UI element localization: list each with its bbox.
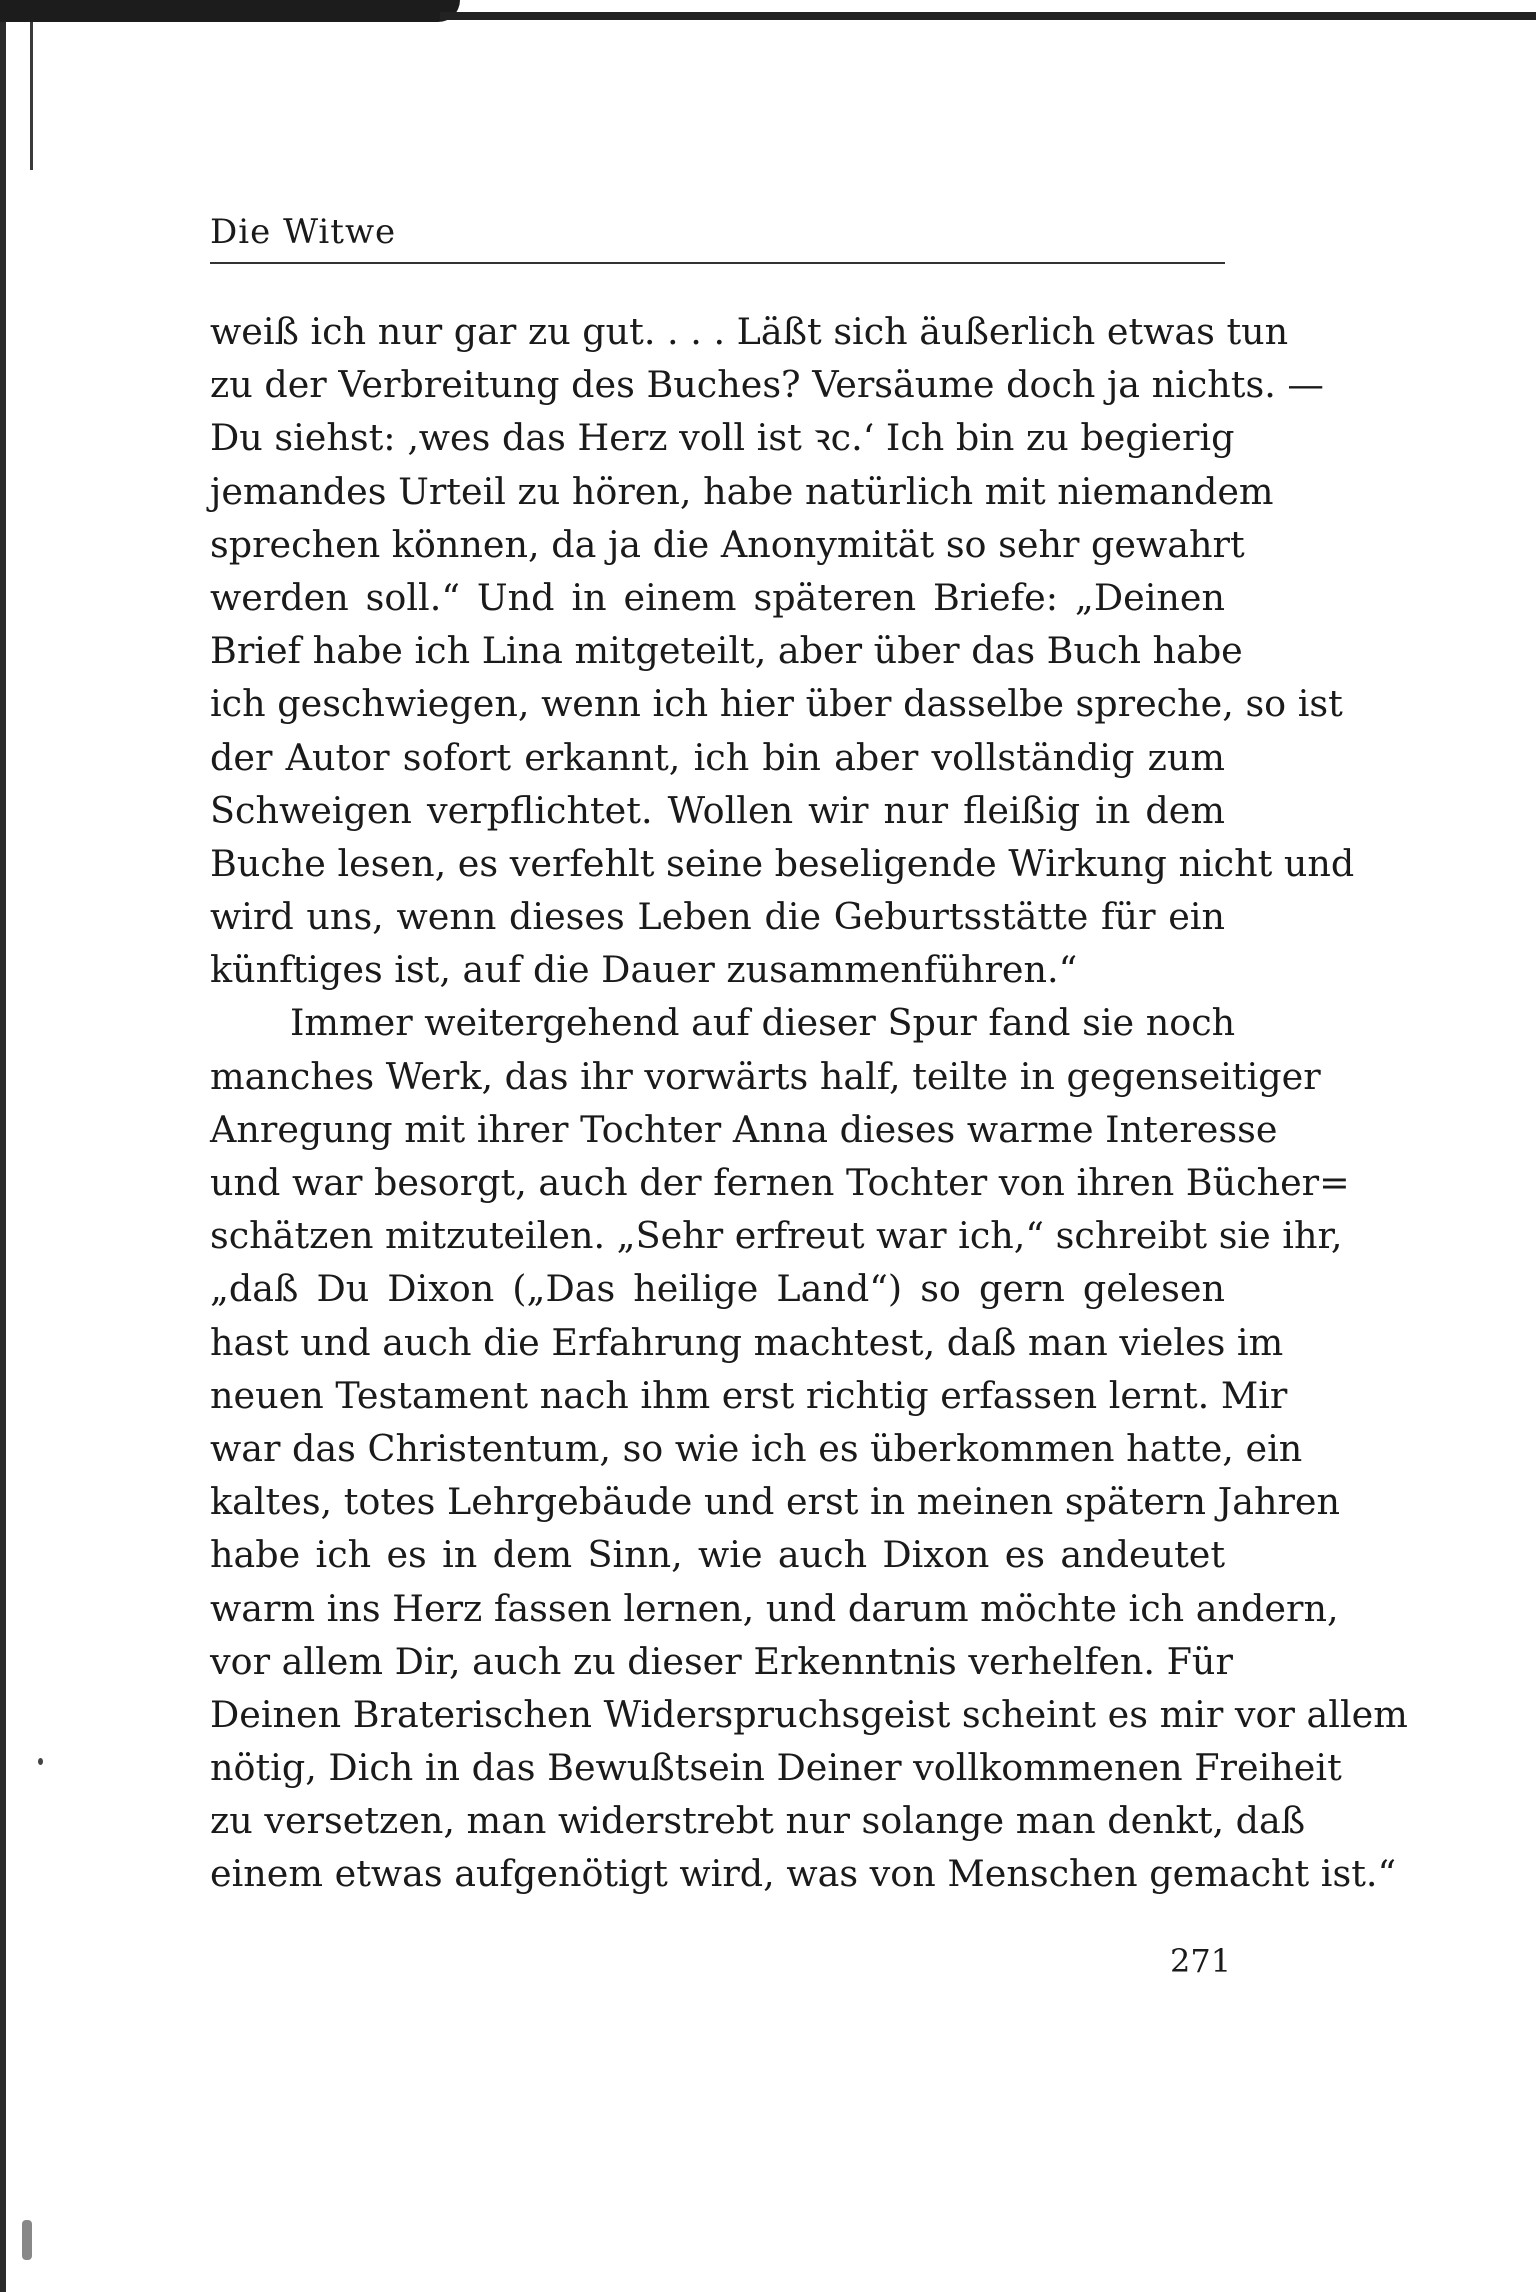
text-line: einem etwas aufgenötigt wird, was von Menschen gemacht ist.“: [210, 1852, 1397, 1896]
text-line: Schweigen verpflichtet. Wollen wir nur fleißig in dem: [210, 788, 1225, 832]
page-number: 271: [1170, 1942, 1232, 1980]
text-line: Du siehst: ‚wes das Herz voll ist ꝛc.‘ Ich bin zu begierig: [210, 416, 1235, 460]
text-line: hast und auch die Erfahrung machtest, daß man vieles im: [210, 1320, 1284, 1364]
running-head: Die Witwe: [210, 212, 397, 252]
scan-top-bar: [0, 0, 460, 22]
text-line: neuen Testament nach ihm erst richtig erfassen lernt. Mir: [210, 1373, 1288, 1417]
scan-top-border: [0, 0, 1536, 30]
text-line: sprechen können, da ja die Anonymität so sehr gewahrt: [210, 522, 1245, 566]
text-line: warm ins Herz fassen lernen, und darum möchte ich andern,: [210, 1586, 1339, 1630]
text-line: künftiges ist, auf die Dauer zusammenführen.“: [210, 948, 1078, 992]
text-line: zu der Verbreitung des Buches? Versäume doch ja nichts. —: [210, 363, 1324, 407]
text-line: und war besorgt, auch der fernen Tochter von ihren Bücher=: [210, 1161, 1350, 1204]
scan-speck: [22, 2220, 32, 2260]
page-edge-mark: [30, 20, 33, 170]
text-line: Deinen Braterischen Widerspruchsgeist scheint es mir vor allem: [210, 1692, 1408, 1736]
text-line: jemandes Urteil zu hören, habe natürlich mit niemandem: [210, 469, 1274, 513]
header-rule: [210, 262, 1225, 264]
page-edge-shadow: [0, 0, 6, 2292]
text-line: „daß Du Dixon („Das heilige Land“) so gern gelesen: [210, 1267, 1225, 1311]
text-line: zu versetzen, man widerstrebt nur solange man denkt, daß: [210, 1799, 1306, 1843]
text-line: vor allem Dir, auch zu dieser Erkenntnis verhelfen. Für: [210, 1639, 1233, 1683]
text-line: nötig, Dich in das Bewußtsein Deiner vollkommenen Freiheit: [210, 1746, 1342, 1790]
text-line: manches Werk, das ihr vorwärts half, teilte in gegenseitiger: [210, 1054, 1321, 1098]
text-line: Brief habe ich Lina mitgeteilt, aber über das Buch habe: [210, 629, 1243, 673]
text-line: Anregung mit ihrer Tochter Anna dieses warme Interesse: [210, 1107, 1278, 1151]
text-line: weiß ich nur gar zu gut. . . . Läßt sich äußerlich etwas tun: [210, 310, 1289, 353]
text-line: habe ich es in dem Sinn, wie auch Dixon es andeutet: [210, 1533, 1225, 1577]
text-line: schätzen mitzuteilen. „Sehr erfreut war ich,“ schreibt sie ihr,: [210, 1214, 1343, 1258]
text-line: der Autor sofort erkannt, ich bin aber vollständig zum: [210, 735, 1225, 779]
text-line: wird uns, wenn dieses Leben die Geburtsstätte für ein: [210, 895, 1225, 939]
scan-top-line: [440, 12, 1536, 20]
body-text: [210, 305, 1408, 1901]
text-line: war das Christentum, so wie ich es überkommen hatte, ein: [210, 1426, 1303, 1470]
text-line: Buche lesen, es verfehlt seine beseligende Wirkung nicht und: [210, 841, 1355, 885]
scan-speck: [38, 1758, 43, 1765]
text-line: kaltes, totes Lehrgebäude und erst in meinen spätern Jahren: [210, 1480, 1341, 1524]
text-line: werden soll.“ Und in einem späteren Briefe: „Deinen: [210, 575, 1225, 619]
text-line: Immer weitergehend auf dieser Spur fand sie noch: [290, 1001, 1236, 1045]
text-line: ich geschwiegen, wenn ich hier über dasselbe spreche, so ist: [210, 682, 1343, 726]
